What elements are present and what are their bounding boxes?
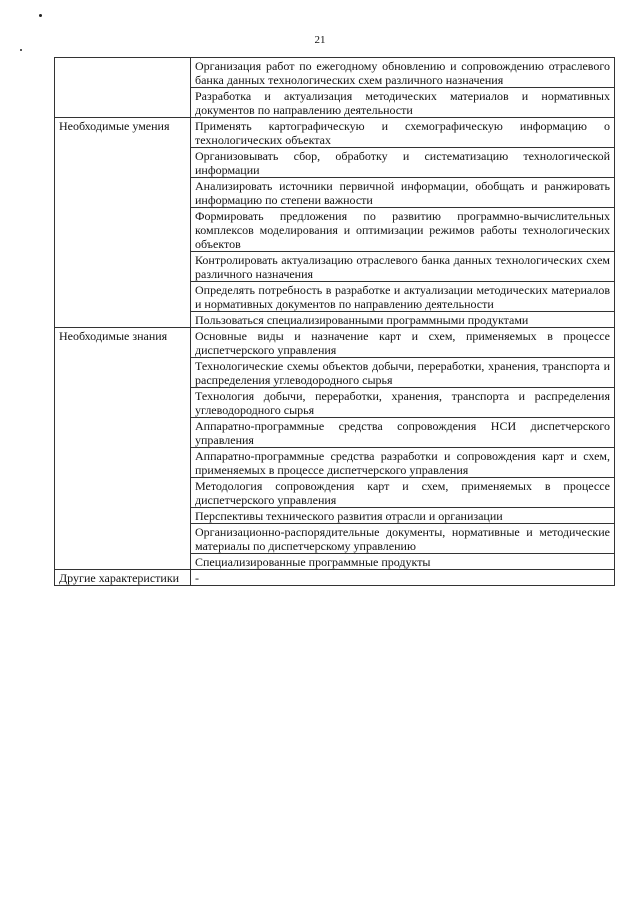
table-row	[55, 58, 615, 88]
requirement-item: -	[191, 570, 615, 586]
requirement-item: Перспективы технического развития отрасли и организации	[191, 508, 615, 524]
requirement-item: Пользоваться специализированными программными продуктами	[191, 312, 615, 328]
requirement-item: Применять картографическую и схемографическую информацию о технологических объектах	[191, 118, 615, 148]
requirement-item: Разработка и актуализация методических материалов и нормативных документов по направлению деятельности	[191, 88, 615, 118]
requirement-item: Определять потребность в разработке и актуализации методических материалов и нормативных документов по направлению деятельности	[191, 282, 615, 312]
section-label: Другие характеристики	[55, 570, 191, 586]
requirement-item: Основные виды и назначение карт и схем, применяемых в процессе диспетчерского управления	[191, 328, 615, 358]
scan-speck	[39, 14, 42, 17]
requirement-item: Контролировать актуализацию отраслевого банка данных технологических схем различного назначения	[191, 252, 615, 282]
table-row	[55, 328, 615, 358]
requirement-item: Анализировать источники первичной информации, обобщать и ранжировать информацию по степени важности	[191, 178, 615, 208]
requirement-item: Специализированные программные продукты	[191, 554, 615, 570]
requirement-item: Организовывать сбор, обработку и систематизацию технологической информации	[191, 148, 615, 178]
table-row	[55, 118, 615, 148]
scan-speck	[20, 49, 22, 51]
requirement-item: Аппаратно-программные средства разработки и сопровождения карт и схем, применяемых в процессе диспетчерского управления	[191, 448, 615, 478]
table-row	[55, 570, 615, 586]
requirement-item: Формировать предложения по развитию программно-вычислительных комплексов моделирования и оптимизации режимов работы технологических объектов	[191, 208, 615, 252]
page-number: 21	[314, 34, 326, 46]
requirement-item: Технологические схемы объектов добычи, переработки, хранения, транспорта и распределения углеводородного сырья	[191, 358, 615, 388]
requirement-item: Организация работ по ежегодному обновлению и сопровождению отраслевого банка данных технологических схем различного назначения	[191, 58, 615, 88]
requirement-item: Методология сопровождения карт и схем, применяемых в процессе диспетчерского управления	[191, 478, 615, 508]
section-label: Необходимые умения	[55, 118, 191, 328]
section-label: Необходимые знания	[55, 328, 191, 570]
section-label	[55, 58, 191, 118]
requirement-item: Организационно-распорядительные документы, нормативные и методические материалы по диспетчерскому управлению	[191, 524, 615, 554]
qualification-table	[54, 57, 615, 586]
requirement-item: Технология добычи, переработки, хранения, транспорта и распределения углеводородного сырья	[191, 388, 615, 418]
requirement-item: Аппаратно-программные средства сопровождения НСИ диспетчерского управления	[191, 418, 615, 448]
table-body	[55, 58, 615, 586]
